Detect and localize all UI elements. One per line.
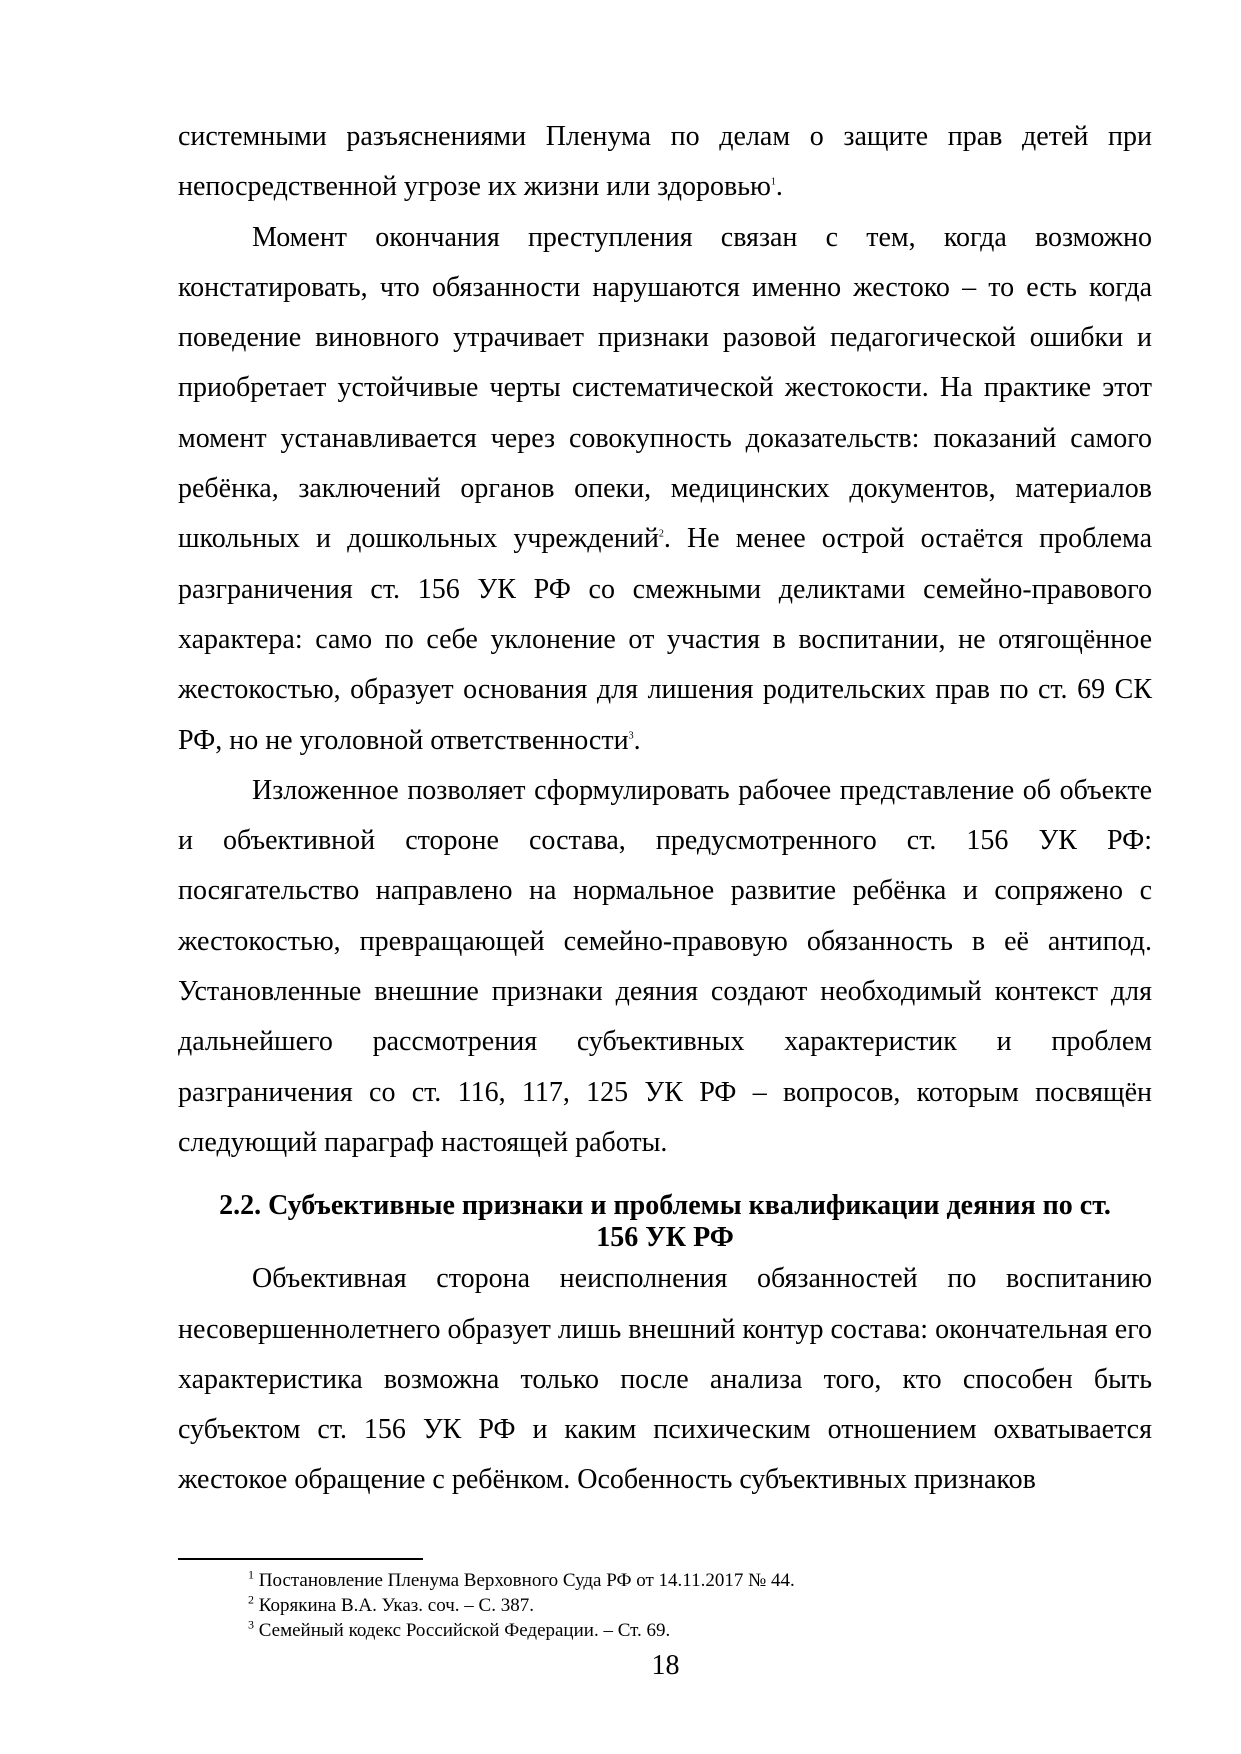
footnote-separator — [178, 1558, 423, 1560]
section-heading — [178, 1190, 1152, 1254]
paragraph-1 — [178, 112, 1152, 213]
paragraph-4: Объективная сторона неисполнения обязанностей по воспитанию несовершеннолетнего образует лишь внешний контур состава: окончательная его характеристика возможна только после анализа того, кто способен быть субъектом ст. 156 УК РФ и каким психическим отношением охватывается жестокое обращение с ребёнком. Особенность субъективных признаков — [178, 1263, 1152, 1496]
paragraph-1-text: системными разъяснениями Пленума по делам о защите прав детей при непосредственной угрозе их жизни или здоровью — [178, 121, 1152, 203]
paragraph-1-tail: . — [775, 171, 783, 203]
footnote-1-number: 1 — [248, 1567, 254, 1582]
footnote-2 — [248, 1593, 1148, 1618]
footnote-1 — [248, 1568, 1148, 1593]
footnote-2-text: Корякина В.А. Указ. соч. – С. 387. — [258, 1595, 534, 1616]
section-heading-line-1: 2.2. Субъективные признаки и проблемы квалификации деяния по ст. — [219, 1190, 1111, 1222]
footnotes — [248, 1568, 1148, 1643]
footnote-2-number: 2 — [248, 1592, 254, 1607]
footnote-ref-1[interactable]: 1 — [770, 176, 776, 188]
footnote-ref-2[interactable]: 2 — [658, 529, 664, 541]
page-number: 18 — [651, 1650, 680, 1681]
footnote-ref-3[interactable]: 3 — [628, 730, 634, 742]
footnote-1-text: Постановление Пленума Верховного Суда РФ от 14.11.2017 № 44. — [258, 1570, 795, 1591]
paragraph-2 — [178, 213, 1152, 766]
footnote-3-number: 3 — [248, 1617, 254, 1632]
paragraph-3: Изложенное позволяет сформулировать рабочее представление об объекте и объективной стороне состава, предусмотренного ст. 156 УК РФ: посягательство направлено на нормальное развитие ребёнка и сопряжено с жестокостью, превращающей семейно-правовую обязанность в её антипод. Установленные внешние признаки деяния создают необходимый контекст для дальнейшего рассмотрения субъективных характеристик и проблем разграничения со ст. 116, 117, 125 УК РФ – вопросов, которым посвящён следующий параграф настоящей работы. — [178, 774, 1152, 1158]
section-heading-line-2: 156 УК РФ — [596, 1222, 734, 1254]
footnote-3 — [248, 1618, 1148, 1643]
page-body — [178, 112, 1152, 1506]
paragraph-2-text-a: Момент окончания преступления связан с тем, когда возможно констатировать, что обязанности нарушаются именно жестоко – то есть когда поведение виновного утрачивает признаки разовой педагогической ошибки и приобретает устойчивые черты систематической жестокости. На практике этот момент устанавливается через совокупность доказательств: показаний самого ребёнка, заключений органов опеки, медицинских документов, материалов школьных и дошкольных учреждений — [178, 221, 1152, 555]
paragraph-2-text-b: . Не менее острой остаётся проблема разграничения ст. 156 УК РФ со смежными деликтами семейно-правового характера: само по себе уклонение от участия в воспитании, не отягощённое жестокостью, образует основания для лишения родительских прав по ст. 69 СК РФ, но не уголовной ответственности — [178, 523, 1152, 756]
footnote-3-text: Семейный кодекс Российской Федерации. – Ст. 69. — [258, 1620, 671, 1641]
paragraph-2-tail: . — [633, 724, 641, 756]
